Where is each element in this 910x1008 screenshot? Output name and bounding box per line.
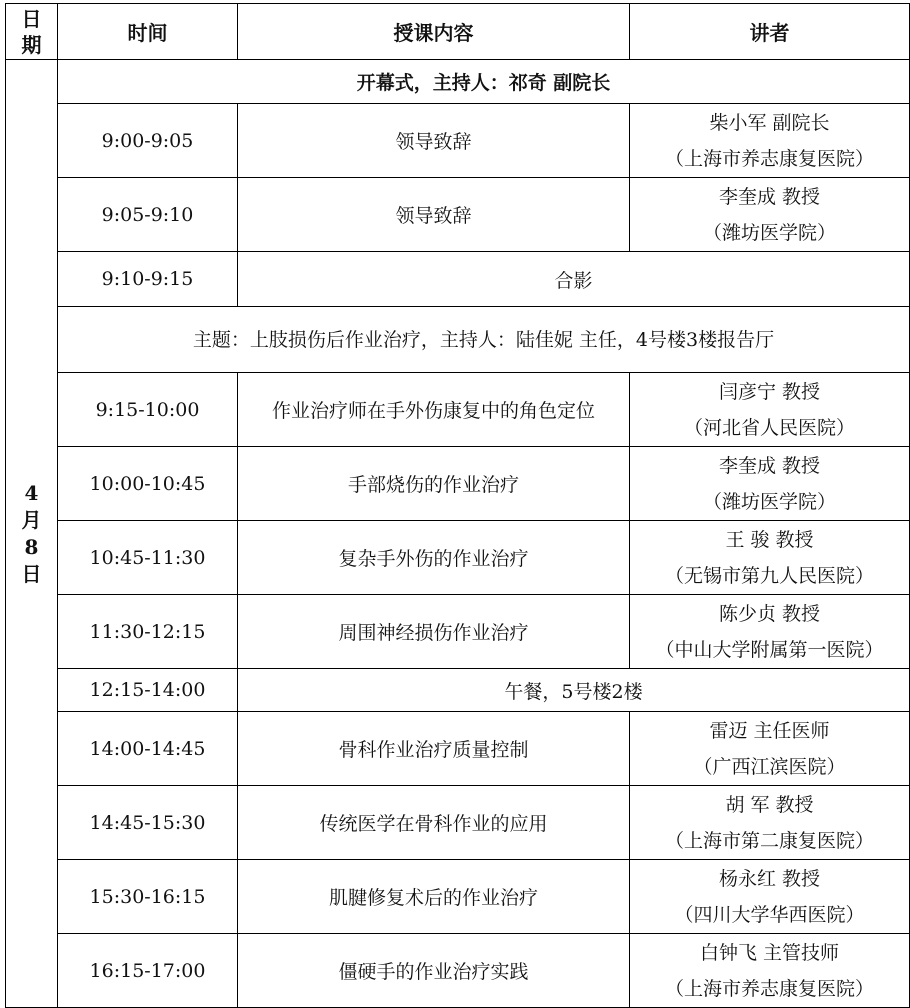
content-cell: 骨科作业治疗质量控制 (238, 712, 630, 786)
photo-row (6, 252, 910, 307)
speaker-name: 李奎成 教授 (718, 185, 821, 208)
speaker-name: 柴小军 副院长 (709, 111, 830, 134)
date-day-char: 日 (21, 561, 42, 586)
time-cell: 10:00-10:45 (58, 447, 238, 521)
theme-title: 主题：上肢损伤后作业治疗，主持人：陆佳妮 主任，4号楼3楼报告厅 (58, 307, 910, 373)
content-cell: 领导致辞 (238, 104, 630, 178)
time-cell: 9:10-9:15 (58, 252, 238, 307)
speaker-name: 雷迈 主任医师 (709, 719, 830, 742)
content-cell: 复杂手外伤的作业治疗 (238, 521, 630, 595)
time-cell: 15:30-16:15 (58, 860, 238, 934)
table-row (6, 521, 910, 595)
time-cell: 10:45-11:30 (58, 521, 238, 595)
speaker-org: （上海市养志康复医院） (664, 977, 874, 1000)
speaker-org: （潍坊医学院） (702, 490, 836, 513)
opening-title: 开幕式，主持人：祁奇 副院长 (58, 60, 910, 104)
theme-row (6, 307, 910, 373)
date-header-char-2: 期 (21, 32, 42, 57)
speaker-cell (630, 595, 910, 669)
header-row (6, 4, 910, 60)
content-cell: 作业治疗师在手外伤康复中的角色定位 (238, 373, 630, 447)
speaker-cell (630, 373, 910, 447)
speaker-name: 闫彦宁 教授 (718, 380, 821, 403)
time-header: 时间 (58, 4, 238, 60)
content-cell: 手部烧伤的作业治疗 (238, 447, 630, 521)
date-header (6, 4, 58, 60)
content-header: 授课内容 (238, 4, 630, 60)
time-cell: 9:00-9:05 (58, 104, 238, 178)
speaker-name: 杨永红 教授 (718, 867, 821, 890)
lunch-row (6, 669, 910, 712)
time-cell: 11:30-12:15 (58, 595, 238, 669)
speaker-cell (630, 178, 910, 252)
content-cell: 肌腱修复术后的作业治疗 (238, 860, 630, 934)
lunch-content: 午餐，5号楼2楼 (238, 669, 910, 712)
speaker-cell (630, 786, 910, 860)
speaker-cell (630, 447, 910, 521)
time-cell: 14:00-14:45 (58, 712, 238, 786)
speaker-org: （广西江滨医院） (693, 755, 846, 778)
table-row (6, 595, 910, 669)
speaker-name: 王 骏 教授 (725, 528, 814, 551)
content-cell: 领导致辞 (238, 178, 630, 252)
schedule-table (5, 3, 910, 1008)
speaker-org: （中山大学附属第一医院） (655, 638, 884, 661)
speaker-name: 李奎成 教授 (718, 454, 821, 477)
speaker-name: 胡 军 教授 (725, 793, 814, 816)
speaker-org: （无锡市第九人民医院） (664, 564, 874, 587)
photo-content: 合影 (238, 252, 910, 307)
date-month-num: 4 (24, 480, 39, 505)
content-cell: 僵硬手的作业治疗实践 (238, 934, 630, 1008)
opening-row (6, 60, 910, 104)
speaker-org: （河北省人民医院） (683, 416, 855, 439)
content-cell: 周围神经损伤作业治疗 (238, 595, 630, 669)
speaker-cell (630, 860, 910, 934)
date-header-char-1: 日 (21, 6, 42, 31)
time-cell: 9:05-9:10 (58, 178, 238, 252)
speaker-header: 讲者 (630, 4, 910, 60)
date-day-num: 8 (24, 534, 39, 559)
speaker-cell (630, 712, 910, 786)
speaker-name: 陈少贞 教授 (718, 602, 821, 625)
speaker-cell (630, 104, 910, 178)
speaker-org: （上海市第二康复医院） (664, 829, 874, 852)
content-cell: 传统医学在骨科作业的应用 (238, 786, 630, 860)
time-cell: 12:15-14:00 (58, 669, 238, 712)
table-row (6, 860, 910, 934)
speaker-cell (630, 934, 910, 1008)
speaker-org: （四川大学华西医院） (674, 903, 865, 926)
speaker-name: 白钟飞 主管技师 (699, 941, 840, 964)
date-cell (6, 60, 58, 1008)
date-month-char: 月 (21, 507, 42, 532)
table-row (6, 104, 910, 178)
time-cell: 9:15-10:00 (58, 373, 238, 447)
table-row (6, 447, 910, 521)
time-cell: 16:15-17:00 (58, 934, 238, 1008)
table-row (6, 178, 910, 252)
speaker-cell (630, 521, 910, 595)
table-row (6, 786, 910, 860)
table-row (6, 373, 910, 447)
table-row (6, 934, 910, 1008)
table-row (6, 712, 910, 786)
time-cell: 14:45-15:30 (58, 786, 238, 860)
speaker-org: （潍坊医学院） (702, 221, 836, 244)
speaker-org: （上海市养志康复医院） (664, 147, 874, 170)
